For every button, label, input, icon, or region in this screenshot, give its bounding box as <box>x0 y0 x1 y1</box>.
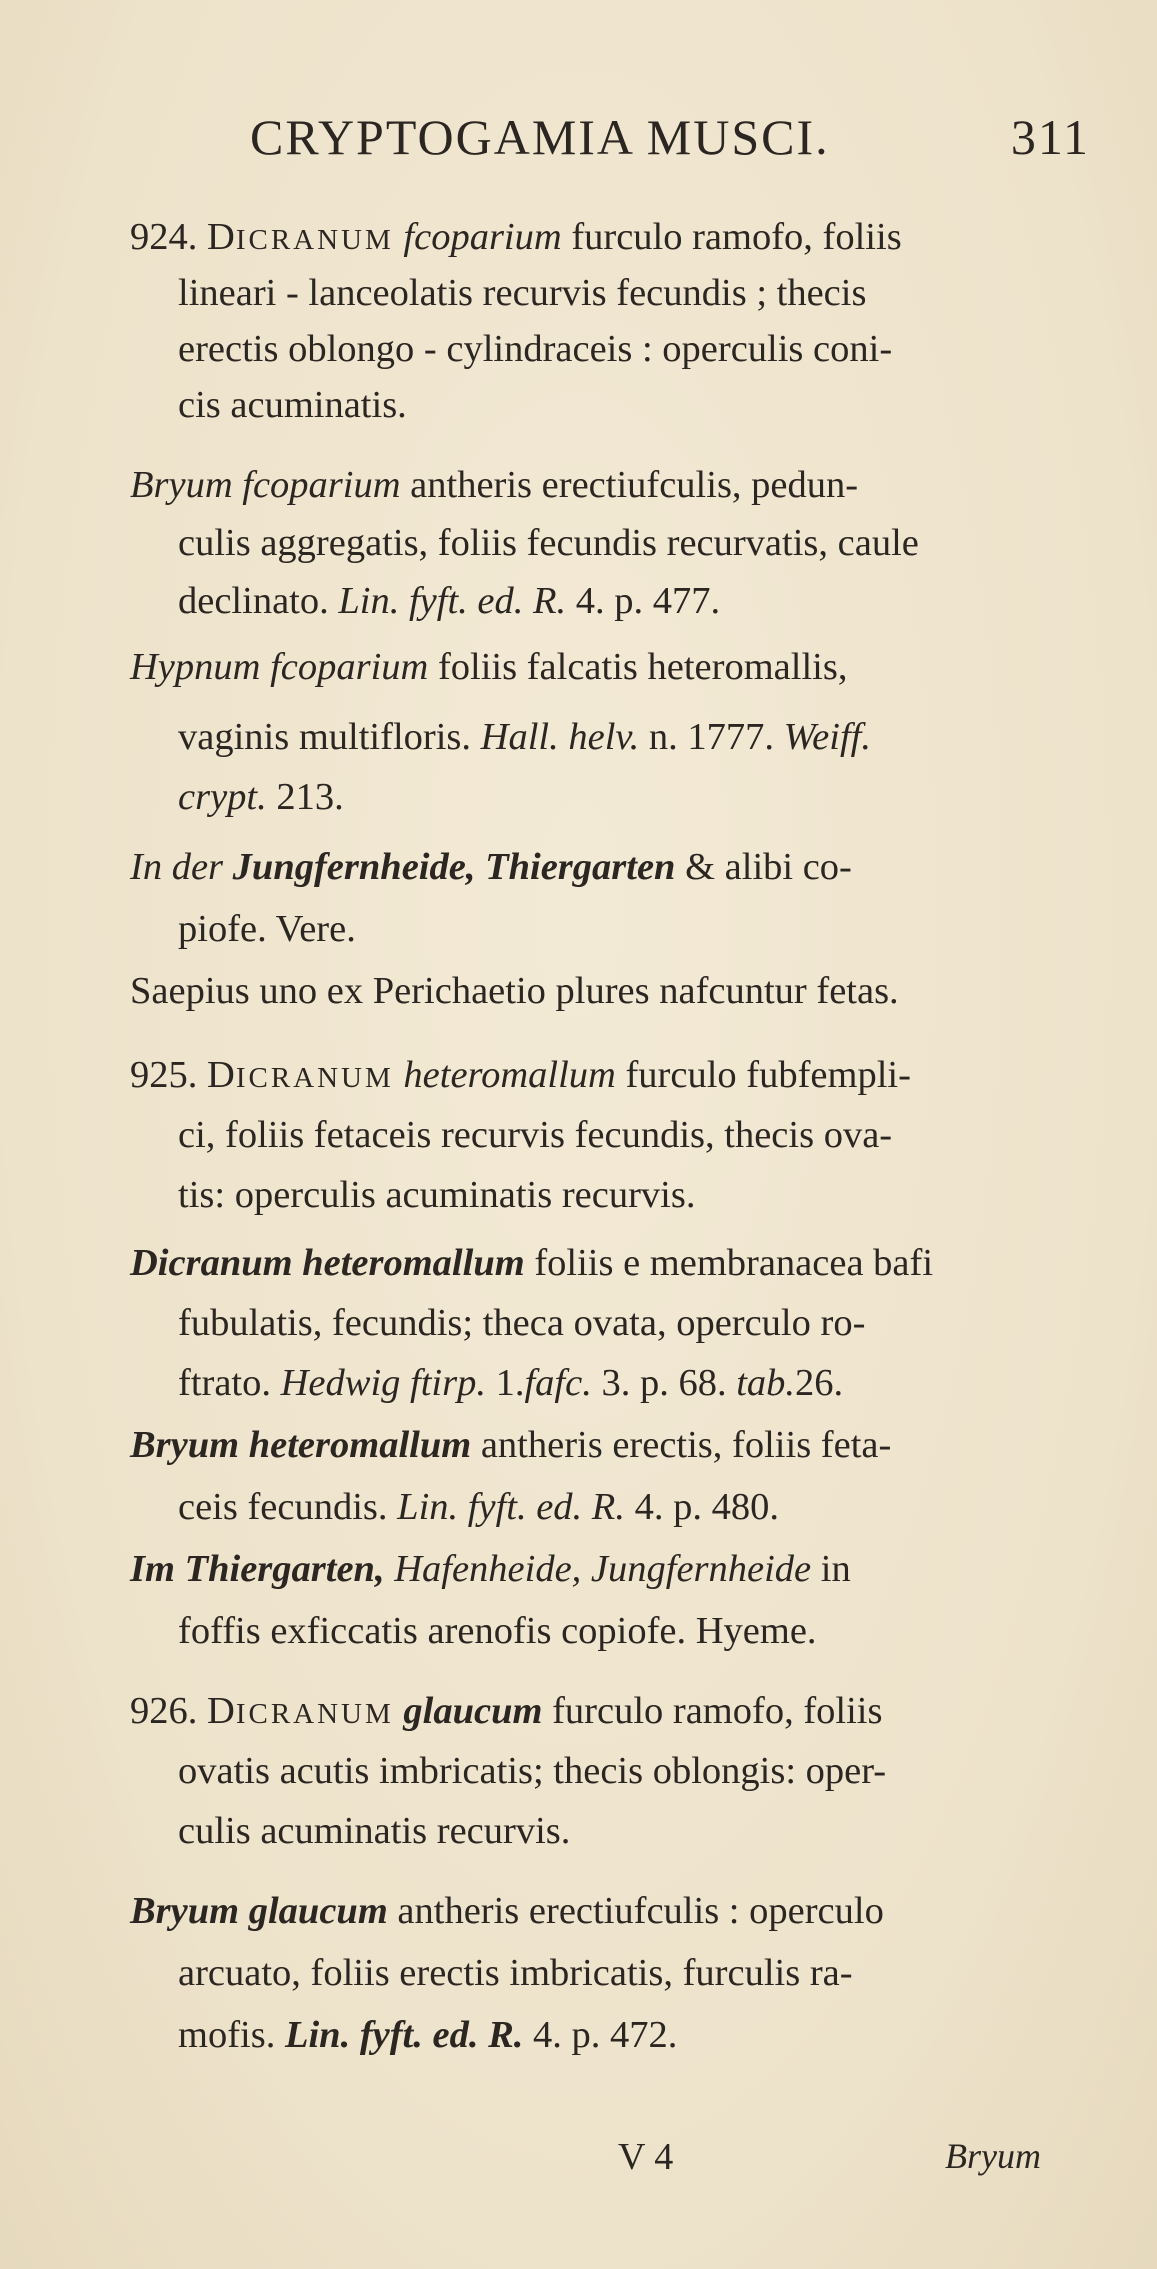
entry-926-line-3: culis acuminatis recurvis. <box>178 1810 571 1852</box>
habitat-line: piofe. Vere. <box>178 908 356 950</box>
entry-924-line-1 <box>130 212 902 265</box>
synonym-line: arcuato, foliis erectis imbricatis, furculis ra- <box>178 1952 853 1994</box>
diagnosis-text: furculo ramofo, foliis <box>571 216 902 258</box>
entry-925-line-1: 925. DICRANUM heteromallum furculo fubfempli- <box>130 1054 911 1096</box>
signature-mark: V 4 <box>618 2136 674 2178</box>
genus-name: DICRANUM <box>207 216 394 258</box>
entry-925-line-2: ci, foliis fetaceis recurvis fecundis, thecis ova- <box>178 1114 893 1156</box>
synonym-reference: ftrato. Hedwig ftirp. 1.fafc. 3. p. 68. tab.26. <box>178 1362 844 1404</box>
header-title: CRYPTOGAMIA MUSCI. <box>250 109 830 165</box>
entry-924-line-4: cis acuminatis. <box>178 384 407 426</box>
page-number: 311 <box>1010 109 1090 165</box>
synonym-bryum-scoparium: Bryum fcoparium antheris erectiufculis, pedun- <box>130 464 859 506</box>
entry-926-line-1: 926. DICRANUM glaucum furculo ramofo, foliis <box>130 1690 883 1732</box>
species-name: heteromallum <box>403 1054 616 1096</box>
synonym-line: fubulatis, fecundis; theca ovata, operculo ro- <box>178 1302 866 1344</box>
synonym-reference: declinato. Lin. fyft. ed. R. 4. p. 477. <box>178 580 721 622</box>
entry-926-line-2: ovatis acutis imbricatis; thecis oblongis: oper- <box>178 1750 887 1792</box>
habitat-line: foffis exficcatis arenofis copiofe. Hyeme. <box>178 1610 817 1652</box>
synonym-reference: vaginis multifloris. Hall. helv. n. 1777. Weiff. <box>178 716 871 758</box>
synonym-reference: mofis. Lin. fyft. ed. R. 4. p. 472. <box>178 2014 678 2056</box>
habitat: In der Jungfernheide, Thiergarten & alibi co- <box>130 846 852 888</box>
genus-name: DICRANUM <box>207 1690 394 1732</box>
genus-name: DICRANUM <box>207 1054 394 1096</box>
synonym-hypnum-scoparium: Hypnum fcoparium foliis falcatis heteromallis, <box>130 646 848 688</box>
synonym-reference: ceis fecundis. Lin. fyft. ed. R. 4. p. 480. <box>178 1486 779 1528</box>
synonym-line: culis aggregatis, foliis fecundis recurvatis, caule <box>178 522 919 564</box>
synonym-bryum-heteromallum: Bryum heteromallum antheris erectis, foliis feta- <box>130 1424 892 1466</box>
habitat: Im Thiergarten, Hafenheide, Jungfernheide in <box>130 1548 851 1590</box>
entry-924-line-3: erectis oblongo - cylindraceis : operculis coni- <box>178 328 893 370</box>
synonym-reference: crypt. 213. <box>178 776 344 818</box>
catchword: Bryum <box>945 2136 1041 2176</box>
synonym-dicranum-heteromallum: Dicranum heteromallum foliis e membranacea bafi <box>130 1242 934 1284</box>
entry-note: Saepius uno ex Perichaetio plures nafcuntur fetas. <box>130 970 899 1012</box>
species-name: glaucum <box>403 1690 543 1732</box>
entry-925-line-3: tis: operculis acuminatis recurvis. <box>178 1174 696 1216</box>
running-header <box>250 108 1090 168</box>
entry-number: 924. <box>130 216 198 258</box>
entry-924-line-2: lineari - lanceolatis recurvis fecundis ; thecis <box>178 272 867 314</box>
synonym-bryum-glaucum: Bryum glaucum antheris erectiufculis : operculo <box>130 1890 884 1932</box>
species-name: fcoparium <box>403 216 562 258</box>
